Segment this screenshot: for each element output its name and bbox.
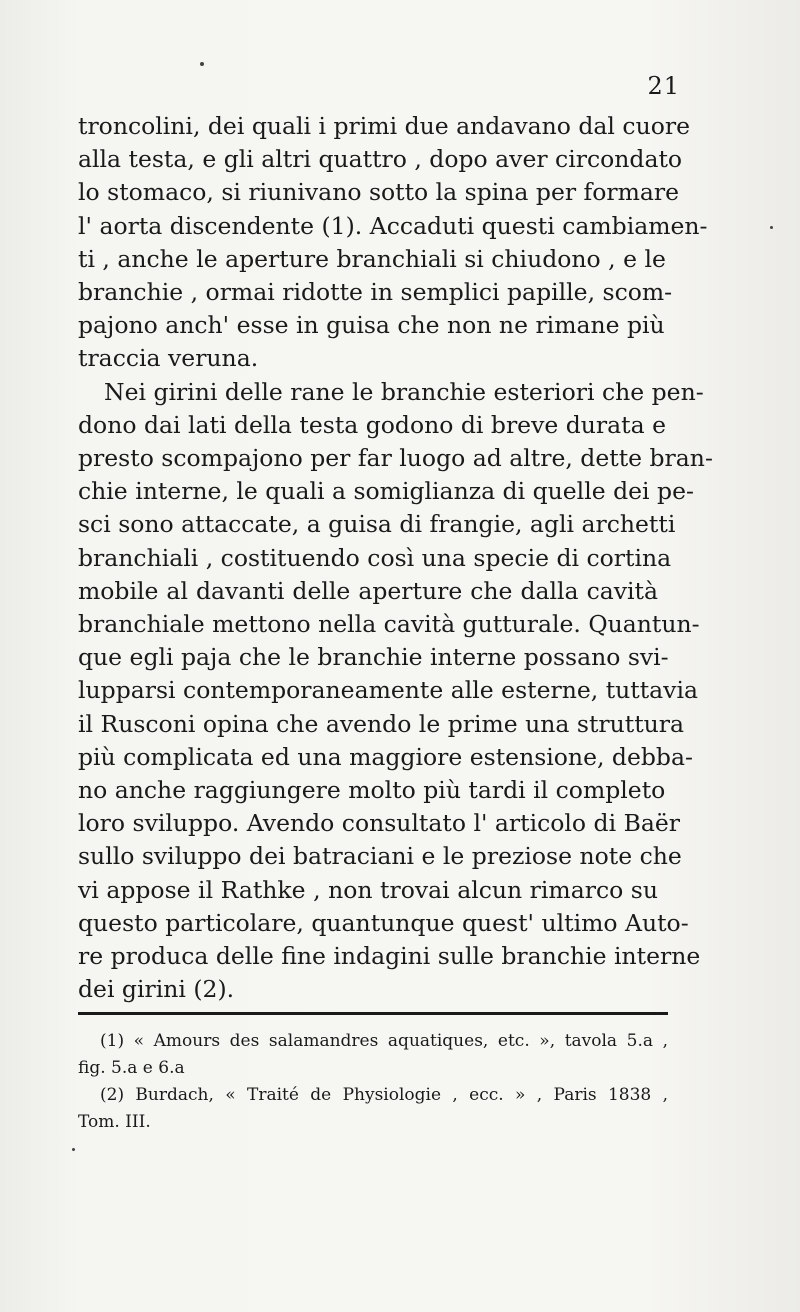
text-line: l' aorta discendente (1). Accaduti questi cambiamen- [78, 211, 708, 240]
text-line: no anche raggiungere molto più tardi il completo [78, 776, 666, 805]
footnotes [78, 1028, 668, 1136]
text-line: troncolini, dei quali i primi due andavano dal cuore [78, 112, 690, 140]
text-line: re produca delle fine indagini sulle branchie interne [78, 942, 701, 971]
print-speck [770, 226, 773, 229]
text-line: sullo sviluppo dei batraciani e le preziose note che [78, 842, 682, 871]
body-text [78, 110, 713, 1006]
text-line: presto scompajono per far luogo ad altre, dette bran- [78, 444, 713, 473]
text-line: vi appose il Rathke , non trovai alcun rimarco su [78, 875, 658, 904]
text-line: dei girini (2). [78, 975, 235, 1004]
text-line: lupparsi contemporaneamente alle esterne, tuttavia [78, 676, 698, 705]
text-line: più complicata ed una maggiore estensione, debba- [78, 742, 693, 771]
text-line: alla testa, e gli altri quattro , dopo aver circondato [78, 145, 683, 174]
text-line: Nei girini delle rane le branchie esteriori che pen- [104, 377, 704, 406]
text-line: branchiale mettono nella cavità gutturale. Quantun- [78, 610, 700, 639]
footnote-line: (1) « Amours des salamandres aquatiques, etc. », tavola 5.a , [100, 1031, 668, 1051]
text-line: questo particolare, quantunque quest' ultimo Auto- [78, 908, 689, 937]
page-number: 21 [647, 72, 680, 100]
text-line: dono dai lati della testa godono di breve durata e [78, 410, 666, 439]
text-line: il Rusconi opina che avendo le prime una struttura [78, 709, 685, 738]
text-line: branchie , ormai ridotte in semplici papille, scom- [78, 278, 673, 307]
footnote-divider [78, 1012, 668, 1015]
text-line: branchiali , costituendo così una specie di cortina [78, 543, 672, 572]
text-line: lo stomaco, si riunivano sotto la spina per formare [78, 178, 680, 207]
footnote-line: Tom. III. [78, 1112, 151, 1132]
footnote-line: (2) Burdach, « Traité de Physiologie , ecc. » , Paris 1838 , [100, 1085, 668, 1105]
footnote-line: fig. 5.a e 6.a [78, 1058, 185, 1078]
text-line: traccia veruna. [78, 344, 259, 373]
text-line: ti , anche le aperture branchiali si chiudono , e le [78, 244, 666, 273]
text-line: que egli paja che le branchie interne possano svi- [78, 643, 669, 672]
text-line: mobile al davanti delle aperture che dalla cavità [78, 576, 658, 605]
text-line: loro sviluppo. Avendo consultato l' articolo di Baër [78, 809, 680, 838]
text-line: chie interne, le quali a somiglianza di quelle dei pe- [78, 477, 694, 506]
print-speck [72, 1148, 75, 1151]
print-speck [200, 62, 204, 66]
text-line: sci sono attaccate, a guisa di frangie, agli archetti [78, 510, 676, 539]
text-line: pajono anch' esse in guisa che non ne rimane più [78, 311, 665, 340]
